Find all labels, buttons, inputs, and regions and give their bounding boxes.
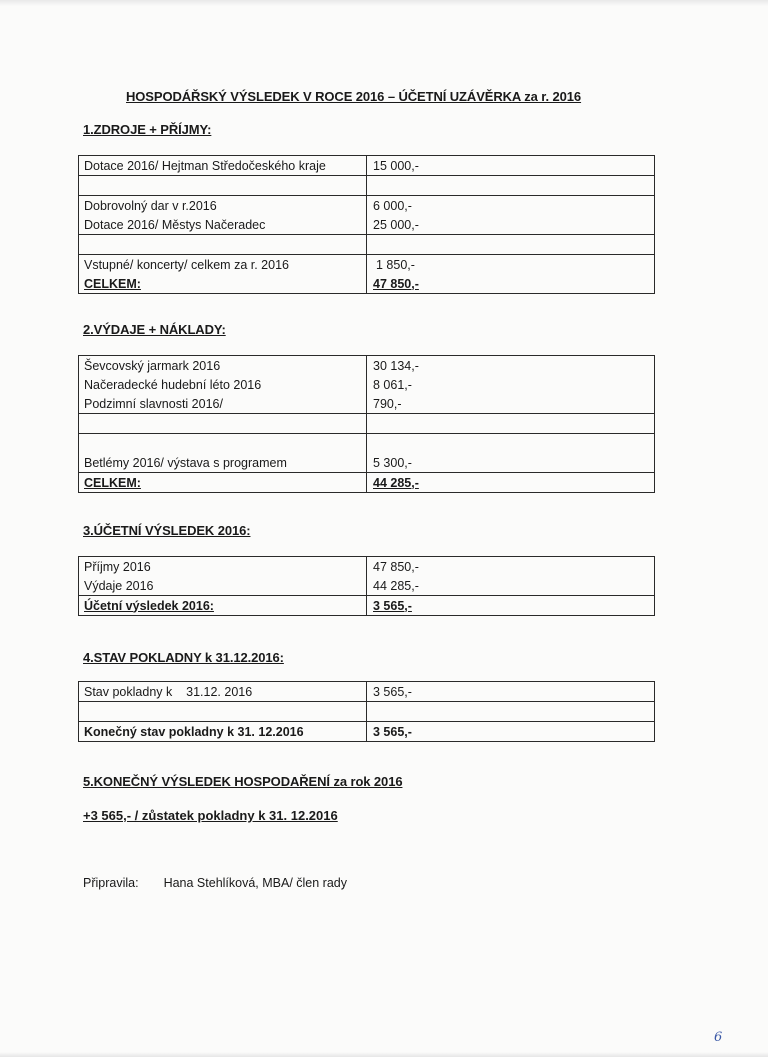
total-label: CELKEM:	[84, 276, 141, 291]
row-amount: 15 000,-	[367, 156, 655, 176]
section-heading-final: 5.KONEČNÝ VÝSLEDEK HOSPODAŘENÍ za rok 2016	[83, 774, 403, 789]
section-heading-expenses: 2.VÝDAJE + NÁKLADY:	[83, 322, 226, 337]
table-row	[79, 434, 655, 454]
row-label	[79, 596, 367, 616]
row-label	[79, 702, 367, 722]
row-amount: 30 134,-	[367, 356, 655, 376]
row-amount: 44 285,-	[367, 576, 655, 596]
table-row	[79, 215, 655, 235]
row-amount	[367, 274, 655, 294]
prepared-label: Připravila:	[83, 876, 139, 890]
table-row-total	[79, 274, 655, 294]
row-amount	[367, 434, 655, 454]
table-row	[79, 356, 655, 376]
table-row	[79, 196, 655, 216]
row-label	[79, 434, 367, 454]
row-label: Podzimní slavnosti 2016/	[79, 394, 367, 414]
table-row	[79, 394, 655, 414]
table-row	[79, 557, 655, 577]
row-amount: 25 000,-	[367, 215, 655, 235]
total-amount: 44 285,-	[373, 475, 419, 490]
row-amount	[367, 596, 655, 616]
row-amount: 5 300,-	[367, 453, 655, 473]
row-amount: 6 000,-	[367, 196, 655, 216]
row-amount	[367, 702, 655, 722]
handwritten-page-number: 6	[714, 1030, 723, 1045]
total-amount: 3 565,-	[373, 598, 412, 613]
row-label	[79, 473, 367, 493]
income-table	[78, 155, 655, 294]
result-table	[78, 556, 655, 616]
row-label: Ševcovský jarmark 2016	[79, 356, 367, 376]
table-row-total	[79, 473, 655, 493]
table-row	[79, 414, 655, 434]
cash-table	[78, 681, 655, 742]
table-row	[79, 176, 655, 196]
row-label	[79, 414, 367, 434]
row-amount: 1 850,-	[367, 255, 655, 275]
table-row	[79, 576, 655, 596]
section-heading-income: 1.ZDROJE + PŘÍJMY:	[83, 122, 212, 137]
row-amount: 790,-	[367, 394, 655, 414]
row-label: Vstupné/ koncerty/ celkem za r. 2016	[79, 255, 367, 275]
total-amount: 47 850,-	[373, 276, 419, 291]
table-row	[79, 235, 655, 255]
row-amount: 3 565,-	[367, 682, 655, 702]
table-row	[79, 702, 655, 722]
preparer-name: Hana Stehlíková, MBA/ člen rady	[163, 876, 348, 890]
row-amount	[367, 235, 655, 255]
table-row	[79, 453, 655, 473]
total-label: Účetní výsledek 2016:	[84, 598, 214, 613]
table-row	[79, 255, 655, 275]
row-label: Betlémy 2016/ výstava s programem	[79, 453, 367, 473]
document-title: HOSPODÁŘSKÝ VÝSLEDEK V ROCE 2016 – ÚČETNÍ UZÁVĚRKA za r. 2016	[126, 89, 582, 104]
row-label: Stav pokladny k 31.12. 2016	[79, 682, 367, 702]
row-amount	[367, 176, 655, 196]
row-label: Dotace 2016/ Městys Načeradec	[79, 215, 367, 235]
table-row	[79, 375, 655, 394]
row-label: Dobrovolný dar v r.2016	[79, 196, 367, 216]
row-amount: 8 061,-	[367, 375, 655, 394]
row-amount	[367, 473, 655, 493]
row-amount	[367, 414, 655, 434]
row-label	[79, 274, 367, 294]
total-label: CELKEM:	[84, 475, 141, 490]
row-amount: 3 565,-	[367, 722, 655, 742]
table-row-total	[79, 722, 655, 742]
table-row-total	[79, 596, 655, 616]
section-heading-cash: 4.STAV POKLADNY k 31.12.2016:	[83, 650, 284, 665]
table-row	[79, 682, 655, 702]
scan-edge-top	[0, 0, 768, 6]
expenses-table	[78, 355, 655, 493]
scan-edge-bottom	[0, 1052, 768, 1057]
row-amount: 47 850,-	[367, 557, 655, 577]
row-label: Příjmy 2016	[79, 557, 367, 577]
row-label: Konečný stav pokladny k 31. 12.2016	[79, 722, 367, 742]
prepared-by-line	[83, 876, 347, 890]
table-row	[79, 156, 655, 176]
final-summary: +3 565,- / zůstatek pokladny k 31. 12.2016	[83, 808, 338, 823]
row-label	[79, 176, 367, 196]
row-label: Načeradecké hudební léto 2016	[79, 375, 367, 394]
row-label	[79, 235, 367, 255]
section-heading-result: 3.ÚČETNÍ VÝSLEDEK 2016:	[83, 523, 251, 538]
row-label: Dotace 2016/ Hejtman Středočeského kraje	[79, 156, 367, 176]
row-label: Výdaje 2016	[79, 576, 367, 596]
